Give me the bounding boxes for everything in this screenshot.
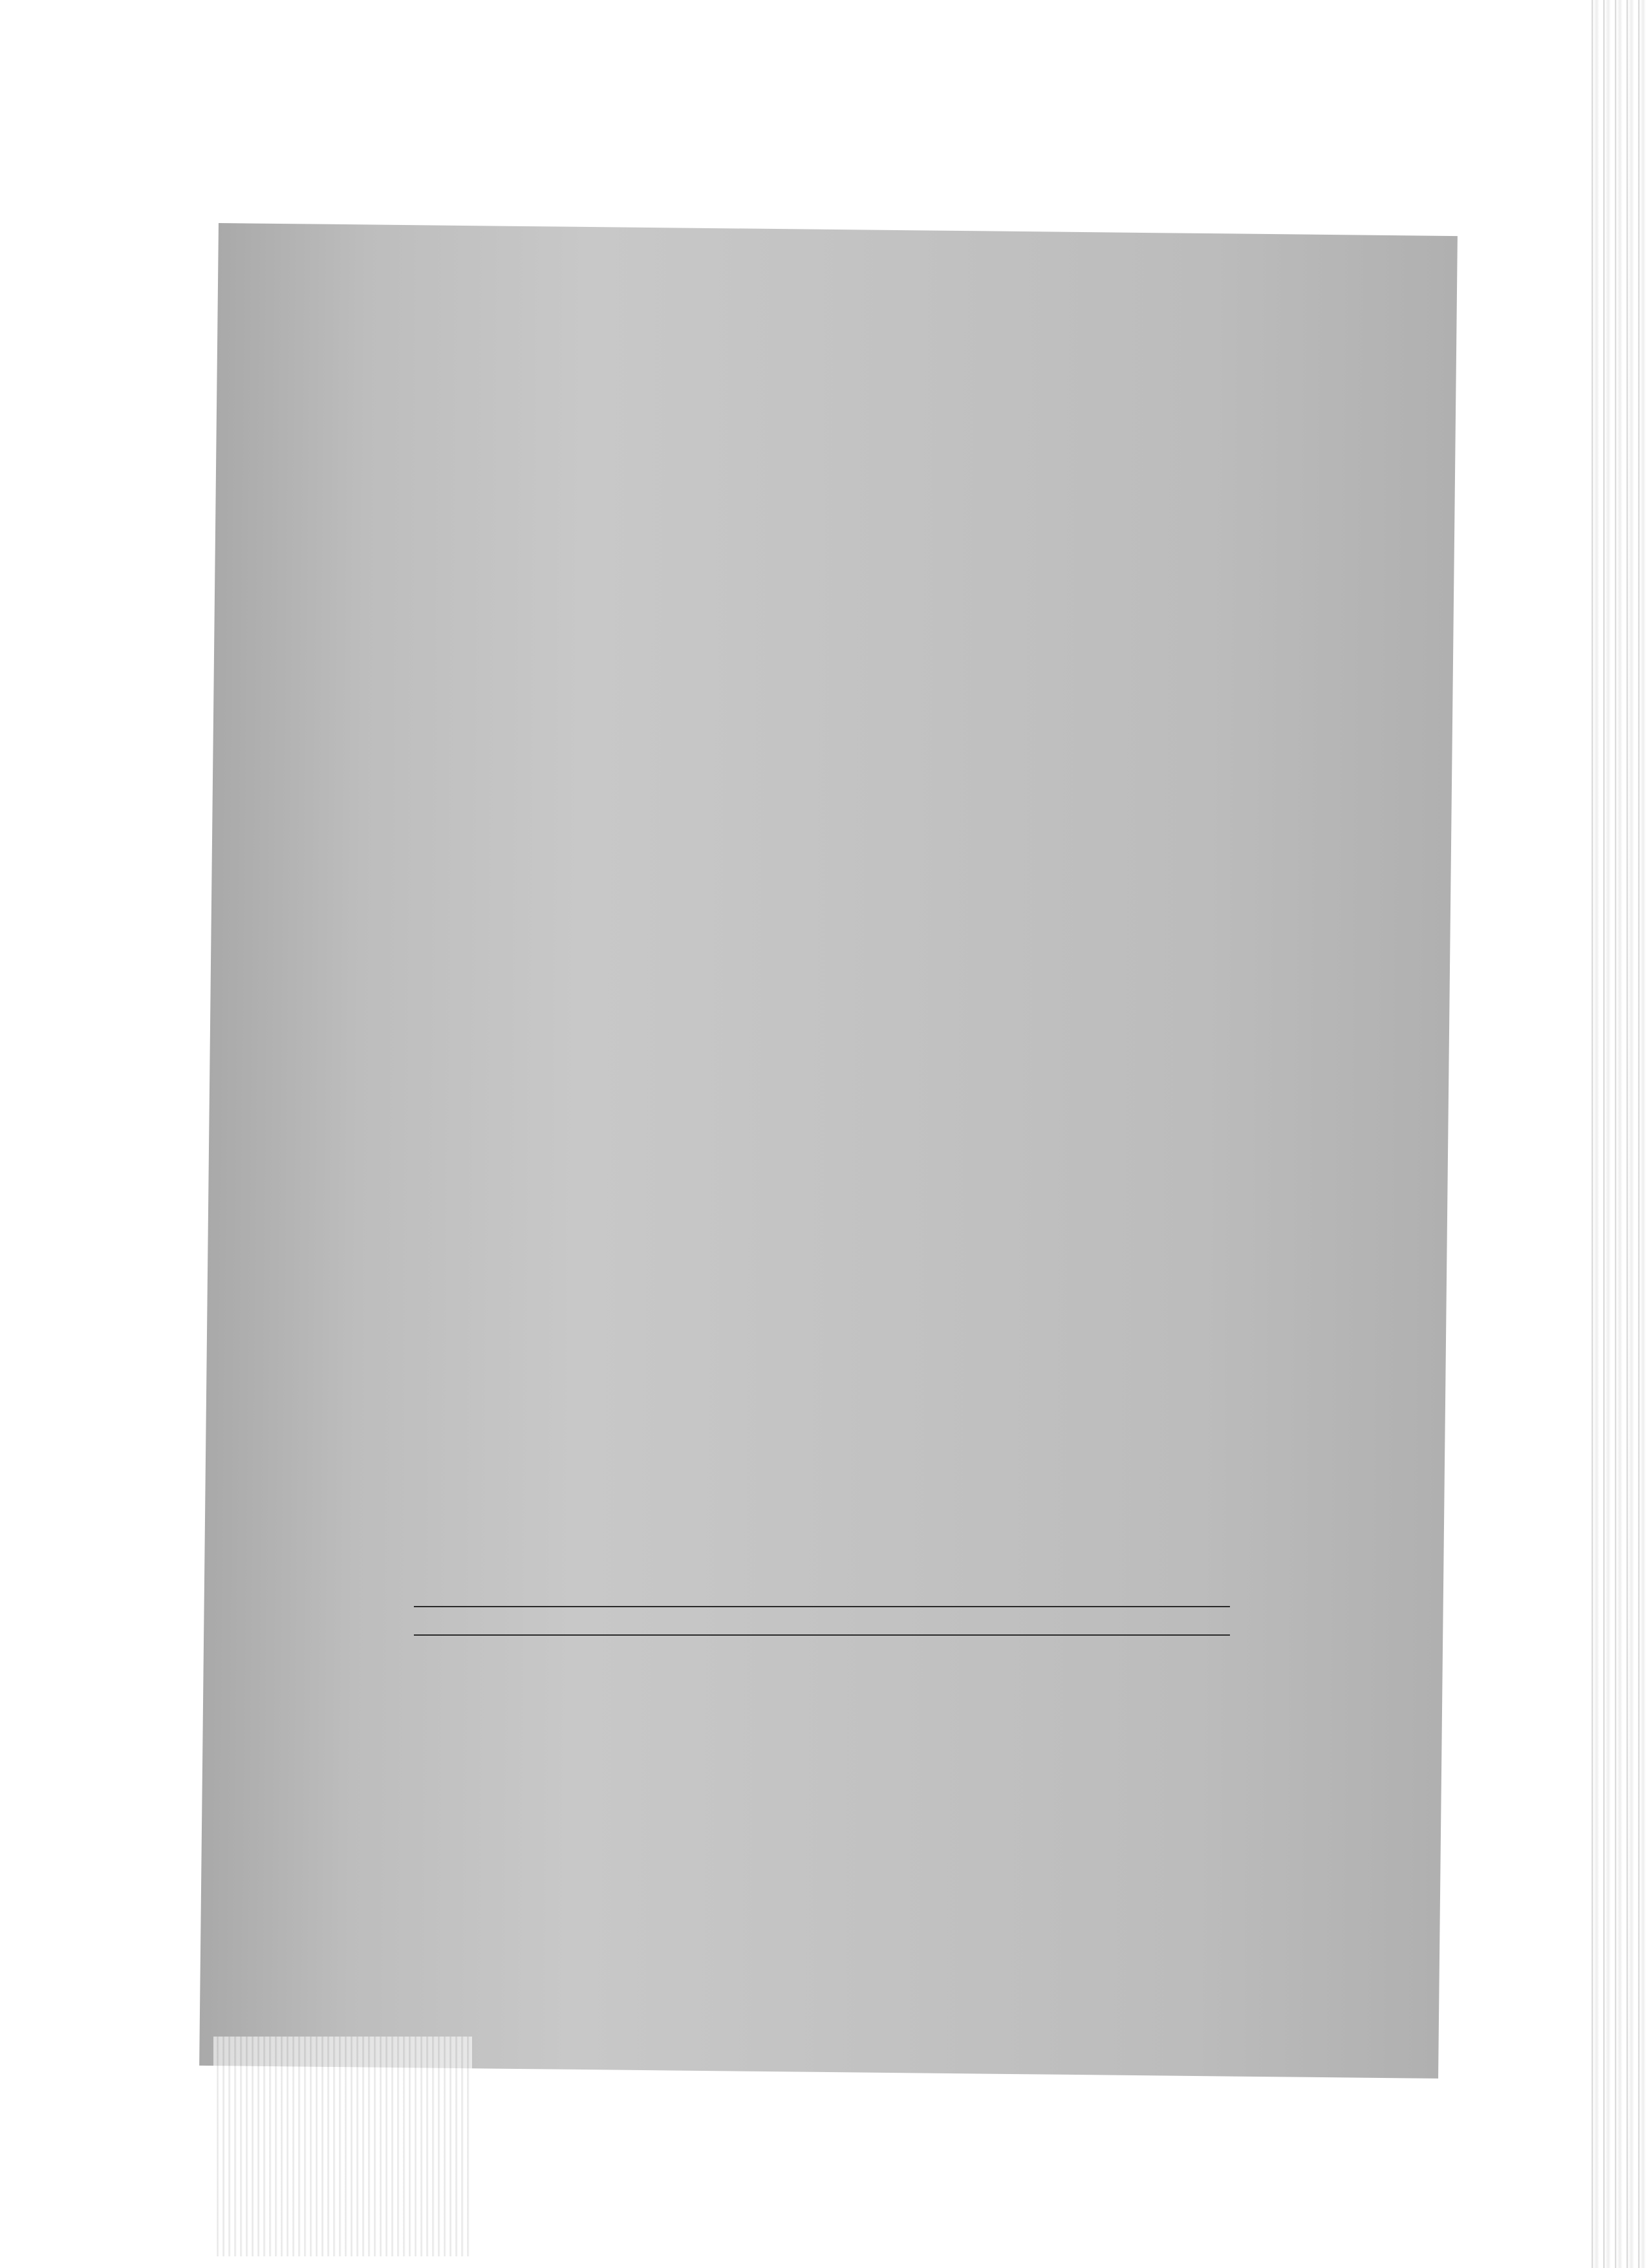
friday-menu-table [414,1606,1230,1636]
day-empty-cell [1138,1607,1230,1635]
day-header-row [414,1607,1230,1635]
day-name [414,1607,737,1635]
day-date [737,1607,1138,1635]
